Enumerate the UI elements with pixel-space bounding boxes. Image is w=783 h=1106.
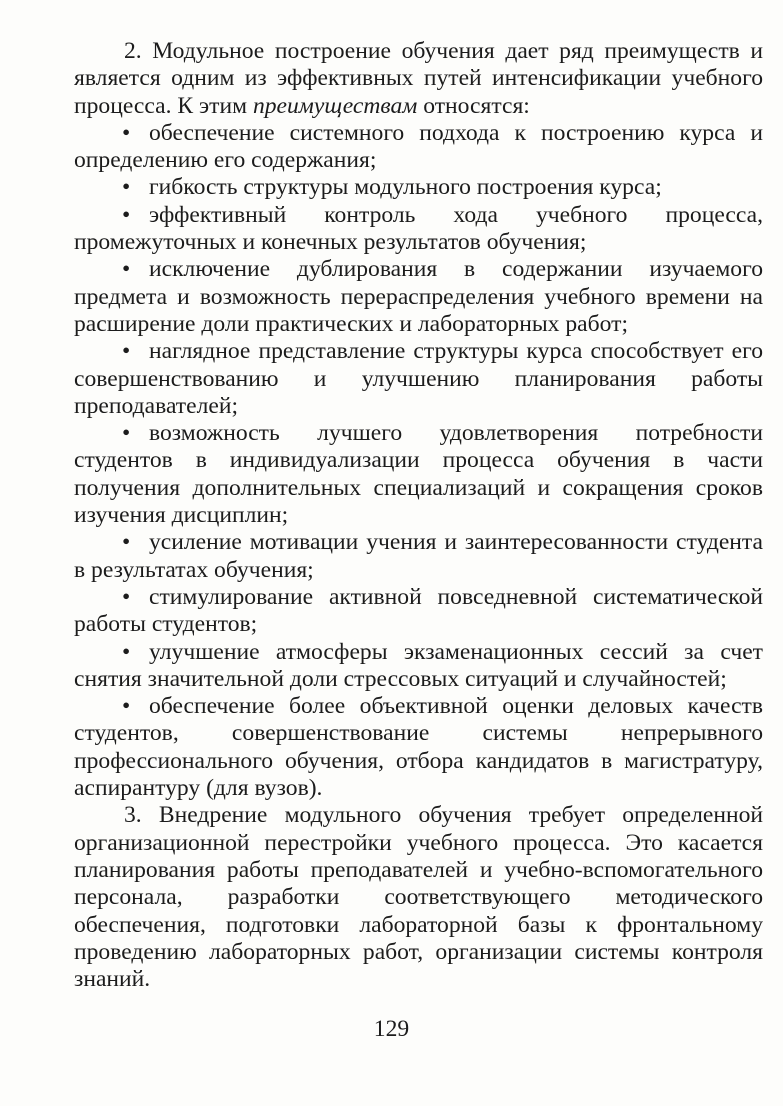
body-text: [74, 38, 763, 993]
bullet-icon: •: [122, 583, 131, 610]
emphasis-advantages: преимуществам: [252, 92, 418, 119]
list-item: [74, 420, 763, 529]
list-item-text: возможность лучшего удовлетворения потребности студентов в индивидуализации процесса обучения в части получения дополнительных специализаций и сокращения сроков изучения дисциплин;: [74, 420, 763, 529]
list-item: [74, 529, 763, 584]
list-item-text: исключение дублирования в содержании изучаемого предмета и возможность перераспределения учебного времени на расширение доли практических и лабораторных работ;: [74, 256, 763, 337]
bullet-icon: •: [122, 256, 131, 283]
bullet-icon: •: [122, 638, 131, 665]
bullet-icon: •: [122, 693, 131, 720]
list-item-text: обеспечение системного подхода к построению курса и определению его содержания;: [74, 119, 763, 174]
list-item: [74, 256, 763, 338]
advantages-list: [74, 120, 763, 802]
bullet-icon: •: [122, 338, 131, 365]
paragraph-2-intro: 2. Модульное построение обучения дает ряд преимуществ и является одним из эффективных путей интенсификации учебного процесса. К этим: [74, 38, 763, 119]
list-item: [74, 174, 763, 201]
bullet-icon: •: [122, 174, 131, 201]
list-item: [74, 639, 763, 694]
bullet-icon: •: [122, 529, 131, 556]
bullet-icon: •: [122, 119, 131, 146]
list-item-text: стимулирование активной повседневной систематической работы студентов;: [74, 583, 763, 638]
list-item-text: усиление мотивации учения и заинтересованности студента в результатах обучения;: [74, 529, 763, 583]
page-number: 129: [373, 1016, 410, 1042]
bullet-icon: •: [122, 201, 131, 228]
bullet-icon: •: [122, 420, 131, 447]
paragraph-3: 3. Внедрение модульного обучения требует определенной организационной перестройки учебного процесса. Это касается планирования работы преподавателей и учебно-вспомогательного персонала, разработки соответствующего методического обеспечения, подготовки лабораторной базы к фронтальному проведению лабораторных работ, организации системы контроля знаний.: [74, 802, 763, 993]
list-item-text: улучшение атмосферы экзаменационных сессий за счет снятия значительной доли стрессовых ситуаций и случайностей;: [74, 638, 763, 692]
list-item-text: обеспечение более объективной оценки деловых качеств студентов, совершенствование системы непрерывного профессионального обучения, отбора кандидатов в магистратуру, аспирантуру (для вузов).: [74, 693, 763, 802]
list-item-text: наглядное представление структуры курса способствует его совершенствованию и улучшению планирования работы преподавателей;: [74, 338, 763, 419]
list-item: [74, 120, 763, 175]
list-item: [74, 693, 763, 802]
list-item-text: эффективный контроль хода учебного процесса, промежуточных и конечных результатов обучения;: [74, 201, 763, 256]
paragraph-2-end: относятся:: [417, 92, 530, 119]
paragraph-2: [74, 38, 763, 120]
list-item: [74, 338, 763, 420]
list-item-text: гибкость структуры модульного построения курса;: [149, 174, 662, 201]
list-item: [74, 584, 763, 639]
list-item: [74, 202, 763, 257]
